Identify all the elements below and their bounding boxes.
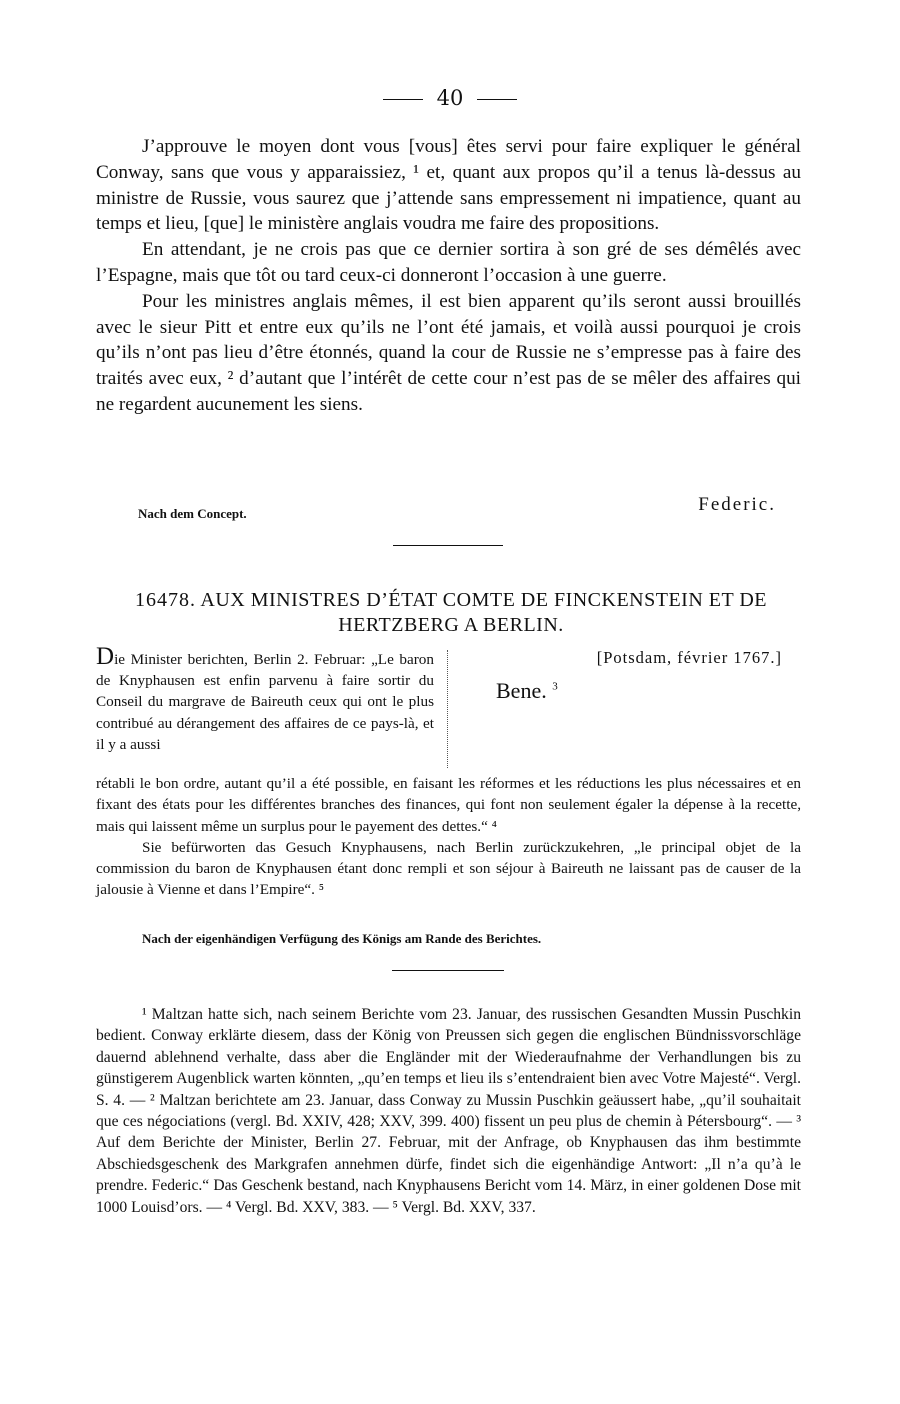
source-note-2: Nach der eigenhändigen Verfügung des Königs am Rande des Berichtes.	[142, 931, 542, 946]
page-number-text: 40	[436, 86, 464, 110]
report-continuation-text: rétabli le bon ordre, autant qu’il a été possible, en faisant les réformes et les réductions les plus nécessaires et en fixant des états pour les différentes branches des finances, qui font non seulement égaler la dépense à la recette, mais qui laissent même un surplus pour le payement des dettes.“ ⁴	[96, 775, 801, 835]
letter-paragraph-3: Pour les ministres anglais mêmes, il est bien apparent qu’ils seront aussi brouillés avec le sieur Pitt et entre eux qu’ils ne l’ont été jamais, et voilà aussi pourquoi je crois qu’ils n’ont pas lieu d’être étonnés, quand la cour de Russie ne s’empresse pas à faire des traités avec eux, ² d’autant que l’intérêt de cette cour n’est pas de se mêler des affaires qui ne regardent aucunement les siens.	[96, 290, 801, 415]
king-reply	[496, 678, 558, 704]
report-summary-text: ie Minister berichten, Berlin 2. Februar: „Le baron de Knyphausen est enfin parvenu à faire sortir du Conseil du margrave de Baireuth ceux qui ont le plus contribué au dérangement des affaires de ce pays-là, et il y a aussi	[96, 651, 434, 753]
drop-cap: D	[96, 643, 115, 670]
section-divider	[393, 545, 503, 546]
source-note: Nach dem Concept.	[138, 506, 247, 521]
letter-body	[96, 134, 801, 418]
dateline: [Potsdam, février 1767.]	[596, 648, 782, 667]
signature: Federic.	[698, 494, 776, 515]
report-summary	[96, 643, 434, 755]
king-reply-text: Bene.	[496, 678, 547, 703]
footnote-marker: 3	[552, 680, 558, 693]
page-number-dash-left	[383, 99, 423, 100]
page-number	[0, 86, 900, 110]
report-continuation	[96, 773, 801, 901]
letter-paragraph-1: J’approuve le moyen dont vous [vous] êtes servi pour faire expliquer le général Conway, sans que vous y apparaissiez, ¹ et, quant aux propos qu’il a tenus là-dessus au ministre de Russie, vous saurez que j’attende sans empressement ni impatience, quant au temps et lieu, [que] le ministère anglais voudra me faire des propositions.	[96, 136, 801, 235]
footnote-divider	[392, 970, 504, 971]
footnotes: ¹ Maltzan hatte sich, nach seinem Berichte vom 23. Januar, des russischen Gesandten Mussin Puschkin bedient. Conway erklärte diesem, dass der König von Preussen sich gegen die englischen Bündnissvorschläge dauernd ablehnend verhalte, dass aber die Engländer mit der Wiederaufnahme der Verhandlungen bis zu günstigerem Augenblick warten könnten, „qu’en temps et lieu ils s’entendraient bien avec Votre Majesté“. Vergl. S. 4. — ² Maltzan berichtete am 23. Januar, dass Conway zu Mussin Puschkin geäussert habe, „qu’il souhaitait que ces négociations (vergl. Bd. XXIV, 428; XXV, 399. 400) fissent un peu plus de chemin à Pétersbourg“. — ³ Auf dem Berichte der Minister, Berlin 27. Februar, mit der Anfrage, ob Knyphausen das ihm bestimmte Abschiedsgeschenk des Markgrafen annehmen dürfe, findet sich die eigenhändige Antwort: „Il n’a qu’à le prendre. Federic.“ Das Geschenk bestand, nach Knyphausens Bericht vom 14. März, in einer goldenen Dose mit 1000 Louisd’ors. — ⁴ Vergl. Bd. XXV, 383. — ⁵ Vergl. Bd. XXV, 337.	[96, 1006, 801, 1216]
letter-paragraph-2: En attendant, je ne crois pas que ce dernier sortira à son gré de ses démêlés avec l’Espagne, mais que tôt ou tard ceux-ci donneront l’occasion à une guerre.	[96, 239, 801, 286]
report-second-paragraph: Sie befürworten das Gesuch Knyphausens, nach Berlin zurückzukehren, „le principal objet de la commission du baron de Knyphausen étant donc rempli et son séjour à Baireuth ne laissant pas de causer de la jalousie à Vienne et dans l’Empire“. ⁵	[96, 838, 801, 899]
column-separator	[447, 650, 448, 768]
page-number-dash-right	[477, 99, 517, 100]
document-title: AUX MINISTRES D’ÉTAT COMTE DE FINCKENSTEIN ET DE HERTZBERG A BERLIN.	[200, 589, 768, 636]
document-number: 16478.	[134, 589, 196, 611]
document-heading	[96, 588, 806, 638]
